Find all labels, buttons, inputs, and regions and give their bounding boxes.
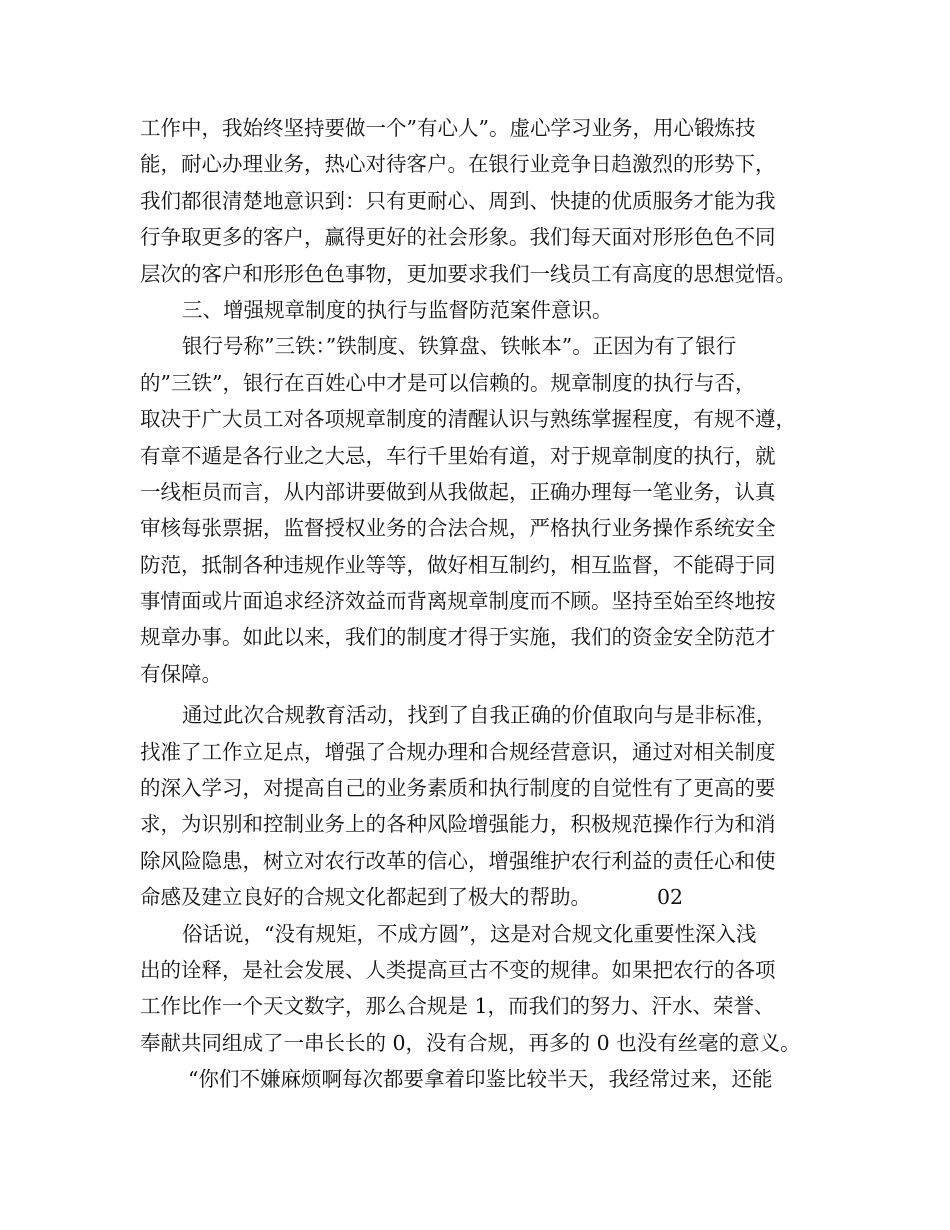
text-line bbox=[140, 879, 830, 915]
section-marker: 02 bbox=[657, 885, 684, 910]
text-line: 的深入学习，对提高自己的业务素质和执行制度的自觉性有了更高的要 bbox=[140, 776, 776, 801]
text-line: 能，耐心办理业务，热心对待客户。在银行业竞争日趋激烈的形势下， bbox=[140, 152, 776, 177]
text-line: 取决于广大员工对各项规章制度的清醒认识与熟练掌握程度，有规不遵， bbox=[140, 407, 796, 432]
text-line: 审核每张票据，监督授权业务的合法合规，严格执行业务操作系统安全 bbox=[140, 516, 776, 541]
text-line: 的”三铁”，银行在百姓心中才是可以信赖的。规章制度的执行与否， bbox=[140, 370, 756, 395]
text-line: “你们不嫌麻烦啊每次都要拿着印鉴比较半天，我经常过来，还能 bbox=[188, 1067, 773, 1092]
text-line: 求，为识别和控制业务上的各种风险增强能力，积极规范操作行为和消 bbox=[140, 812, 776, 837]
document-body bbox=[140, 110, 830, 1098]
text-line: 我们都很清楚地意识到：只有更耐心、周到、快捷的优质服务才能为我 bbox=[140, 188, 776, 213]
text-line: 规章办事。如此以来，我们的制度才得于实施，我们的资金安全防范才 bbox=[140, 625, 776, 650]
text-line: 工作中，我始终坚持要做一个”有心人”。虚心学习业务，用心锻炼技 bbox=[140, 116, 756, 140]
text-line: 找准了工作立足点，增强了合规办理和合规经营意识，通过对相关制度 bbox=[140, 739, 776, 764]
text-line: 奉献共同组成了一串长长的 0，没有合规，再多的 0 也没有丝毫的意义。 bbox=[140, 1030, 801, 1055]
text-line: 出的诠释，是社会发展、人类提高亘古不变的规律。如果把农行的各项 bbox=[140, 957, 776, 982]
text-line: 有保障。 bbox=[140, 661, 222, 686]
text-line: 防范，抵制各种违规作业等等，做好相互制约，相互监督，不能碍于同 bbox=[140, 552, 776, 577]
text-line: 有章不遁是各行业之大忌，车行千里始有道，对于规章制度的执行，就 bbox=[140, 443, 776, 468]
text-line: 层次的客户和形形色色事物，更加要求我们一线员工有高度的思想觉悟。 bbox=[140, 261, 796, 286]
text-line: 工作比作一个天文数字，那么合规是 1，而我们的努力、汗水、荣誉、 bbox=[140, 994, 775, 1019]
text-line: 银行号称”三铁：”铁制度、铁算盘、铁帐本”。正因为有了银行 bbox=[182, 334, 737, 359]
text-line: 行争取更多的客户，赢得更好的社会形象。我们每天面对形形色色不同 bbox=[140, 225, 776, 250]
text-line: 俗话说，“没有规矩，不成方圆”，这是对合规文化重要性深入浅 bbox=[182, 921, 757, 946]
text-line: 除风险隐患，树立对农行改革的信心，增强维护农行利益的责任心和使 bbox=[140, 848, 776, 873]
text-line: 一线柜员而言，从内部讲要做到从我做起，正确办理每一笔业务，认真 bbox=[140, 479, 776, 504]
section-heading: 三、增强规章制度的执行与监督防范案件意识。 bbox=[182, 297, 613, 322]
text-line: 事情面或片面追求经济效益而背离规章制度而不顾。坚持至始至终地按 bbox=[140, 589, 776, 614]
text-line: 通过此次合规教育活动，找到了自我正确的价值取向与是非标准， bbox=[182, 703, 777, 728]
text-line-content: 命感及建立良好的合规文化都起到了极大的帮助。 bbox=[140, 885, 591, 910]
